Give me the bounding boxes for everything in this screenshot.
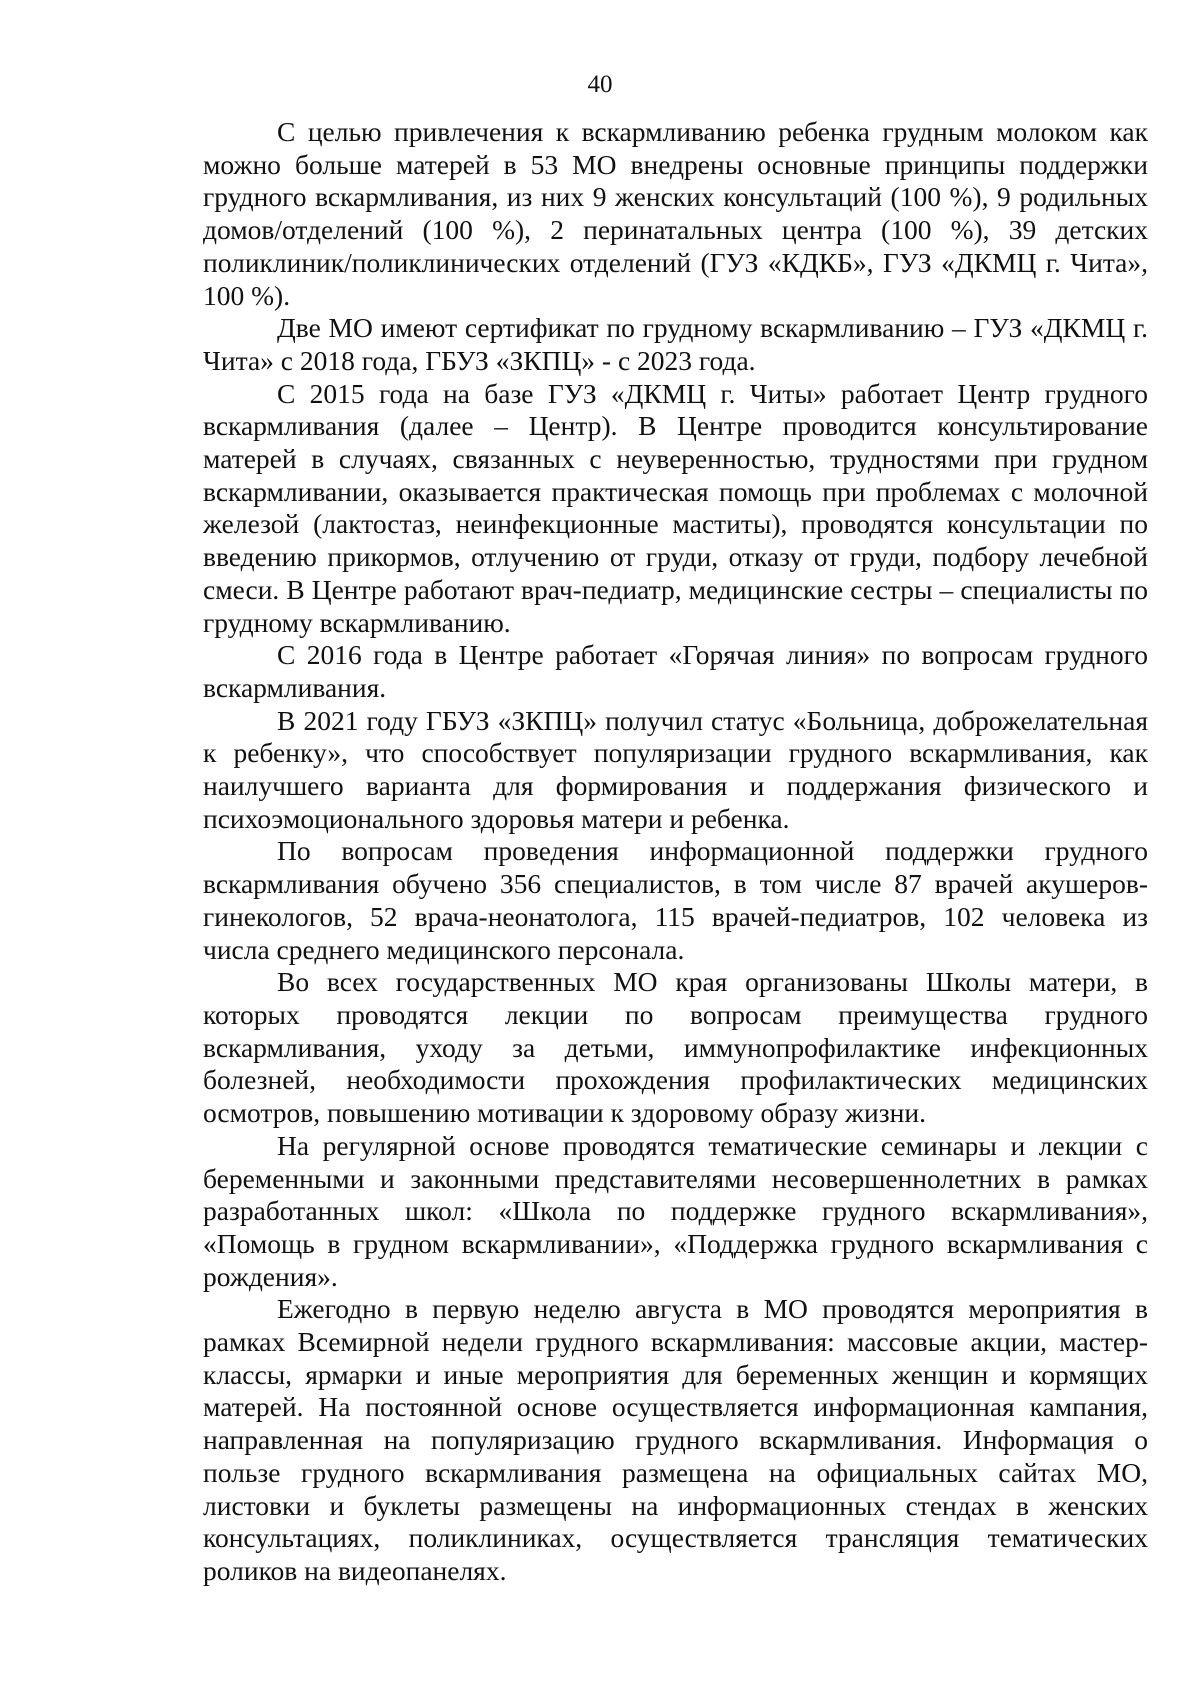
document-body <box>203 116 1148 1588</box>
paragraph-breastfeeding-principles: С целью привлечения к вскармливанию ребенка грудным молоком как можно больше матерей в 53 МО внедрены основные принципы поддержки грудного вскармливания, из них 9 женских консультаций (100 %), 9 родильных домов/отделений (100 %), 2 перинатальных центра (100 %), 39 детских поликлиник/поликлинических отделений (ГУЗ «КДКБ», ГУЗ «ДКМЦ г. Чита», 100 %). <box>203 116 1148 311</box>
page-number: 40 <box>587 71 613 98</box>
paragraph-breastfeeding-week: Ежегодно в первую неделю августа в МО проводятся мероприятия в рамках Всемирной недели грудного вскармливания: массовые акции, мастер-классы, ярмарки и иные мероприятия для беременных женщин и кормящих матерей. На постоянной основе осуществляется информационная кампания, направленная на популяризацию грудного вскармливания. Информация о пользе грудного вскармливания размещена на официальных сайтах МО, листовки и буклеты размещены на информационных стендах в женских консультациях, поликлиниках, осуществляется трансляция тематических роликов на видеопанелях. <box>203 1293 1148 1586</box>
paragraph-hotline: С 2016 года в Центре работает «Горячая линия» по вопросам грудного вскармливания. <box>203 639 1148 703</box>
paragraph-baby-friendly-hospital: В 2021 году ГБУЗ «ЗКПЦ» получил статус «Больница, доброжелательная к ребенку», что способствует популяризации грудного вскармливания, как наилучшего варианта для формирования и поддержания физического и психоэмоционального здоровья матери и ребенка. <box>203 704 1148 834</box>
paragraph-seminars: На регулярной основе проводятся тематические семинары и лекции с беременными и законными представителями несовершеннолетних в рамках разработанных школ: «Школа по поддержке грудного вскармливания», «Помощь в грудном вскармливании», «Поддержка грудного вскармливания с рождения». <box>203 1129 1148 1292</box>
paragraph-specialist-training: По вопросам проведения информационной поддержки грудного вскармливания обучено 356 специалистов, в том числе 87 врачей акушеров-гинекологов, 52 врача-неонатолога, 115 врачей-педиатров, 102 человека из числа среднего медицинского персонала. <box>203 835 1148 965</box>
paragraph-breastfeeding-center: С 2015 года на базе ГУЗ «ДКМЦ г. Читы» работает Центр грудного вскармливания (далее – Центр). В Центре проводится консультирование матерей в случаях, связанных с неуверенностью, трудностями при грудном вскармливании, оказывается практическая помощь при проблемах с молочной железой (лактостаз, неинфекционные маститы), проводятся консультации по введению прикормов, отлучению от груди, отказу от груди, подбору лечебной смеси. В Центре работают врач-педиатр, медицинские сестры – специалисты по грудному вскармливанию. <box>203 377 1148 638</box>
paragraph-mother-schools: Во всех государственных МО края организованы Школы матери, в которых проводятся лекции по вопросам преимущества грудного вскармливания, уходу за детьми, иммунопрофилактике инфекционных болезней, необходимости прохождения профилактических медицинских осмотров, повышению мотивации к здоровому образу жизни. <box>203 966 1148 1129</box>
paragraph-certificates: Две МО имеют сертификат по грудному вскармливанию – ГУЗ «ДКМЦ г. Чита» с 2018 года, ГБУЗ «ЗКПЦ» - с 2023 года. <box>203 312 1148 376</box>
